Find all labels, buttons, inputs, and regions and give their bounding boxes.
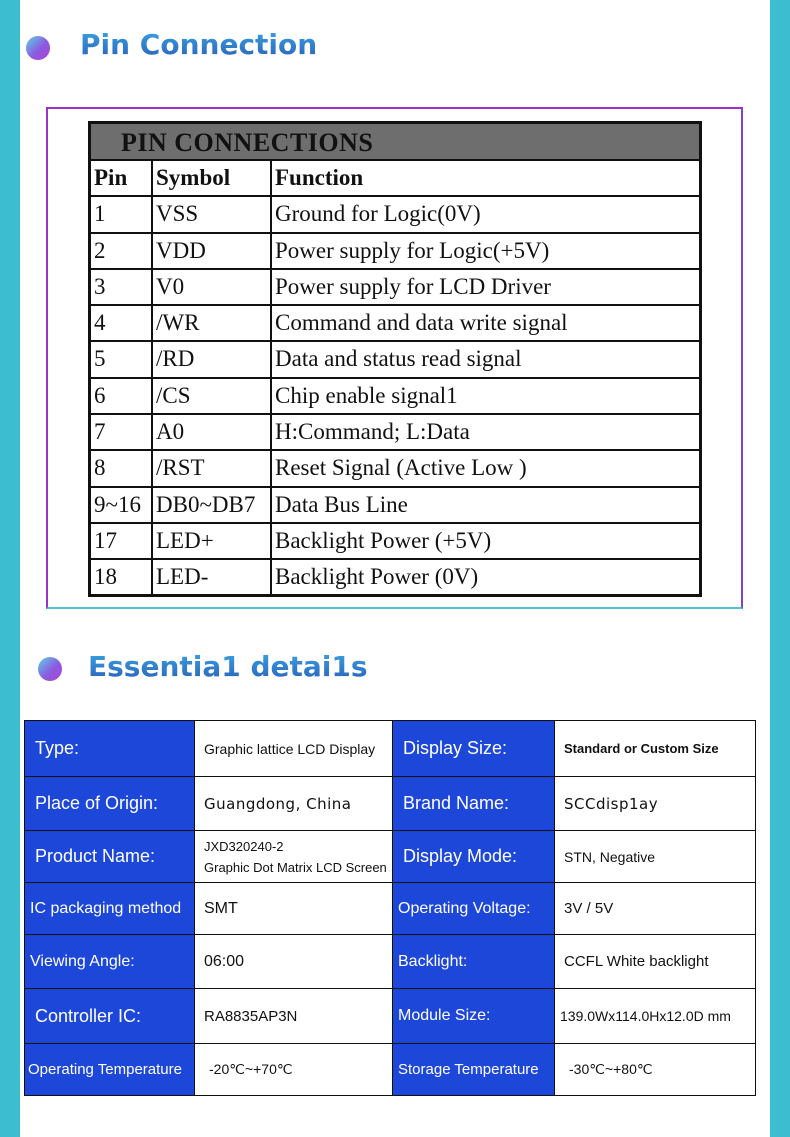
brand-label: Brand Name: xyxy=(393,777,555,831)
table-row xyxy=(25,721,756,777)
type-value: Graphic lattice LCD Display xyxy=(195,721,393,777)
pin-number: 17 xyxy=(91,524,153,558)
pin-symbol: /RST xyxy=(153,451,272,485)
table-row xyxy=(91,560,699,596)
table-row xyxy=(25,831,756,883)
operating-temperature-value: -20℃~+70℃ xyxy=(195,1044,393,1096)
pin-number: 1 xyxy=(91,197,153,231)
right-side-bar xyxy=(770,0,790,1137)
pin-number: 2 xyxy=(91,234,153,268)
pin-function: Data and status read signal xyxy=(275,346,522,372)
backlight-label: Backlight: xyxy=(393,935,555,989)
table-row xyxy=(91,524,699,560)
pin-connections-table xyxy=(88,121,702,597)
operating-voltage-value: 3V / 5V xyxy=(555,883,756,935)
pin-symbol: /CS xyxy=(153,379,272,413)
table-row xyxy=(91,451,699,487)
controller-ic-label: Controller IC: xyxy=(25,989,195,1044)
table-row xyxy=(91,306,699,342)
product-label: Product Name: xyxy=(25,831,195,883)
table-row xyxy=(25,883,756,935)
table-row xyxy=(91,415,699,451)
pin-symbol: V0 xyxy=(153,270,272,304)
table-row xyxy=(25,935,756,989)
ic-packaging-value: SMT xyxy=(195,883,393,935)
pin-function: Ground for Logic(0V) xyxy=(275,201,481,227)
operating-temperature-label: Operating Temperature xyxy=(25,1044,195,1096)
pin-number: 18 xyxy=(91,560,153,596)
pin-symbol: LED+ xyxy=(153,524,272,558)
pin-function: H:Command; L:Data xyxy=(275,419,470,445)
origin-value: Guangdong, China xyxy=(195,777,393,831)
table-row xyxy=(91,379,699,415)
display-size-label: Display Size: xyxy=(393,721,555,777)
pin-number: 3 xyxy=(91,270,153,304)
bullet-dot-icon xyxy=(26,36,50,60)
pin-function: Power supply for LCD Driver xyxy=(275,273,551,299)
pin-function: Power supply for Logic(+5V) xyxy=(275,237,550,263)
pin-number: 7 xyxy=(91,415,153,449)
viewing-angle-value: 06:00 xyxy=(195,935,393,989)
pin-function: Backlight Power (+5V) xyxy=(275,527,492,553)
table-row xyxy=(25,1044,756,1096)
product-description: Graphic Dot Matrix LCD Screen xyxy=(204,859,387,875)
bullet-dot-icon xyxy=(38,657,62,681)
pin-symbol: VDD xyxy=(153,234,272,268)
pin-number: 9~16 xyxy=(91,488,153,522)
viewing-angle-label: Viewing Angle: xyxy=(25,935,195,989)
table-row xyxy=(91,342,699,378)
table-row xyxy=(25,989,756,1044)
module-size-value: 139.0Wx114.0Hx12.0D mm xyxy=(555,989,756,1044)
pin-table-header: PIN CONNECTIONS xyxy=(91,124,699,161)
ic-packaging-label: IC packaging method xyxy=(25,883,195,935)
pin-table-column-headers xyxy=(91,161,699,197)
pin-function: Backlight Power (0V) xyxy=(275,564,479,590)
pin-symbol: /WR xyxy=(153,306,272,340)
column-header-pin: Pin xyxy=(91,161,153,195)
brand-value: SCCdisp1ay xyxy=(555,777,756,831)
table-row xyxy=(91,197,699,233)
storage-temperature-label: Storage Temperature xyxy=(393,1044,555,1096)
pin-number: 6 xyxy=(91,379,153,413)
table-row xyxy=(91,270,699,306)
pin-function: Reset Signal (Active Low ) xyxy=(275,455,527,481)
pin-number: 4 xyxy=(91,306,153,340)
product-model: JXD320240-2 xyxy=(204,838,284,854)
pin-symbol: DB0~DB7 xyxy=(153,488,272,522)
left-side-bar xyxy=(0,0,20,1137)
display-size-value: Standard or Custom Size xyxy=(555,721,756,777)
pin-connection-heading xyxy=(26,28,317,61)
pin-table-frame xyxy=(46,107,743,609)
pin-symbol: /RD xyxy=(153,342,272,376)
operating-voltage-label: Operating Voltage: xyxy=(393,883,555,935)
pin-symbol: VSS xyxy=(153,197,272,231)
essential-details-title: Essentia1 detai1s xyxy=(88,650,368,683)
table-row xyxy=(91,234,699,270)
storage-temperature-value: -30℃~+80℃ xyxy=(555,1044,756,1096)
product-value xyxy=(195,831,393,883)
backlight-value: CCFL White backlight xyxy=(555,935,756,989)
controller-ic-value: RA8835AP3N xyxy=(195,989,393,1044)
essential-details-heading xyxy=(38,650,368,683)
pin-number: 8 xyxy=(91,451,153,485)
pin-function: Data Bus Line xyxy=(275,491,408,517)
display-mode-label: Display Mode: xyxy=(393,831,555,883)
table-row xyxy=(91,488,699,524)
table-row xyxy=(25,777,756,831)
type-label: Type: xyxy=(25,721,195,777)
origin-label: Place of Origin: xyxy=(25,777,195,831)
pin-symbol: A0 xyxy=(153,415,272,449)
display-mode-value: STN, Negative xyxy=(555,831,756,883)
pin-symbol: LED- xyxy=(153,560,272,596)
pin-connection-title: Pin Connection xyxy=(80,28,318,61)
column-header-function: Function xyxy=(275,165,364,190)
pin-function: Chip enable signal1 xyxy=(275,382,458,408)
pin-function: Command and data write signal xyxy=(275,310,568,336)
column-header-symbol: Symbol xyxy=(153,161,272,195)
essential-details-table xyxy=(24,720,756,1096)
module-size-label: Module Size: xyxy=(393,989,555,1044)
pin-number: 5 xyxy=(91,342,153,376)
